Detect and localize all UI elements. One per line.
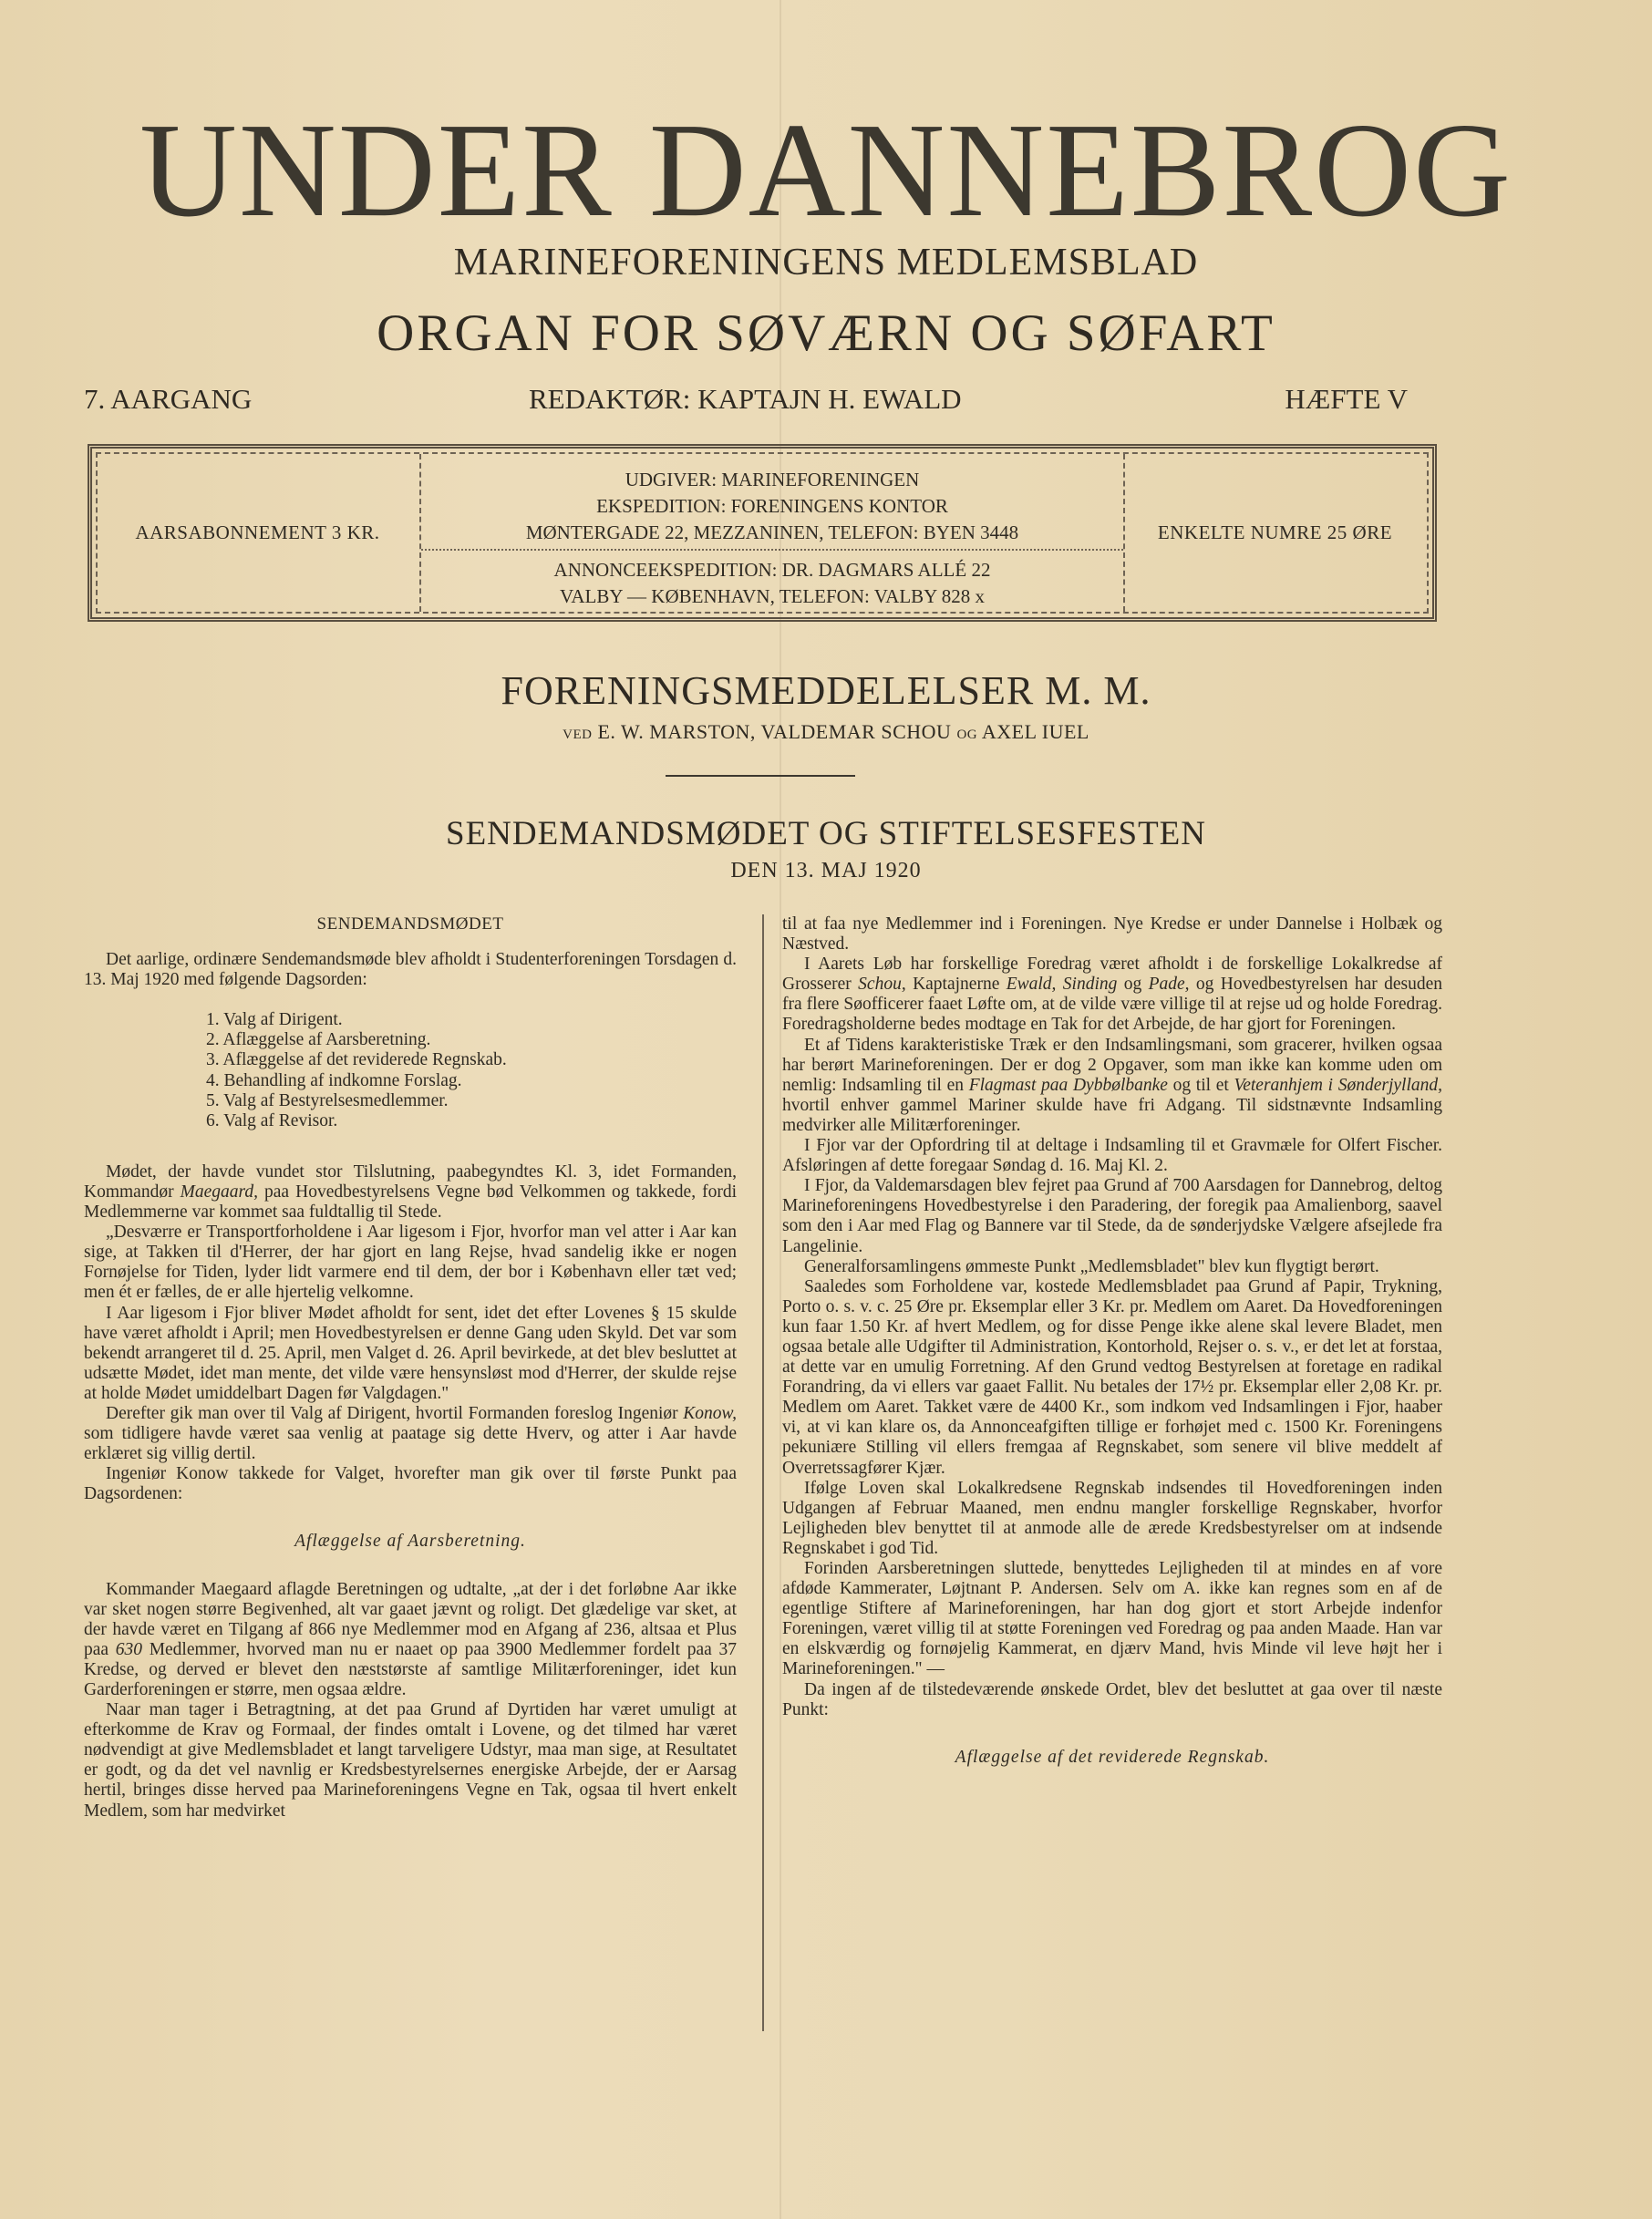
paragraph: I Aar ligesom i Fjor bliver Mødet afholdt for sent, idet det efter Lovenes § 15 skulde have været afholdt i April; men Hovedbestyrelsen er denne Gang uden Skyld. Det var som bekendt arrangeret til d. 25. April, men Valget d. 26. April bevirkede, at det blev besluttet at udsætte Mødet, idet man mente, det vilde være hensynsløst mod d'Herrer, der skulde rejse at holde Mødet umiddelbart Dagen før Valgdagen." — [84, 1303, 737, 1403]
paragraph: til at faa nye Medlemmer ind i Foreningen. Nye Kredse er under Dannelse i Holbæk og Næstved. — [782, 914, 1442, 955]
paragraph — [782, 1036, 1442, 1136]
paragraph: „Desværre er Transportforholdene i Aar ligesom i Fjor, hvorfor man vel atter i Aar kan sige, at Takken til d'Herrer, der har gjort en lang Rejse, hvad sandelig ikke er nogen Fornøjelse for Tiden, lyder lidt varmere end til dem, der bor i København eller tæt ved; men ét er fælles, de er alle hjertelig velkomne. — [84, 1223, 737, 1303]
text-run: og Hovedbestyrelsen har desuden fra flere Søofficerer faaet Løfte om, at de vilde være villige til at rejse ud og holde Foredrag. Foredragsholderne bedes modtage en Tak for det Arbejde, de har gjort for Foreningen. — [782, 975, 1442, 1035]
publisher-line: EKSPEDITION: FORENINGENS KONTOR — [596, 495, 948, 517]
paragraph: I Fjor, da Valdemarsdagen blev fejret paa Grund af 700 Aarsdagen for Dannebrog, deltog Marineforeningens Hovedbestyrelse i den Paradering, der foregik paa Amalienborg, saavel som den i Aar med Flag og Bannere var til Stede, da de sønderjydske Vælgere afsejlede fra Langelinie. — [782, 1176, 1442, 1256]
masthead-subtitle: MARINEFORENINGENS MEDLEMSBLAD — [453, 242, 1199, 284]
paragraph: Naar man tager i Betragtning, at det paa Grund af Dyrtiden har været umuligt at efterkomme de Krav og Formaal, der findes omtalt i Lovene, og det tilmed har været nødvendigt at give Medlemsbladet et langt tarveligere Udstyr, maa man sige, at Resultatet er godt, og da det vel navnlig er Kredsbestyrelsernes energiske Arbejde, der er Aarsag hertil, bringes disse herved paa Marineforeningens Vegne en Tak, ogsaa til hvert enkelt Medlem, som har medvirket — [84, 1700, 737, 1821]
agenda-item: 3. Aflæggelse af det reviderede Regnskab. — [206, 1050, 507, 1070]
paragraph: Generalforsamlingens ømmeste Punkt „Medlemsbladet" blev kun flygtigt berørt. — [804, 1256, 1379, 1276]
text-run: og — [1117, 975, 1149, 995]
agenda-item: 6. Valg af Revisor. — [206, 1110, 338, 1130]
text-run: paa Hovedbestyrelsens Vegne bød Velkommen og takkede, fordi Medlemmerne var kommet saa fuldtallig til Stede. — [84, 1182, 738, 1223]
italic-run: Flagmast paa Dybbølbanke — [968, 1075, 1168, 1095]
agenda-item: 2. Aflæggelse af Aarsberetning. — [206, 1030, 431, 1050]
text-run: Et af Tidens karakteristiske Træk er den Indsamlingsmani, som gracerer, hvilken ogsaa har berørt Marineforeningen. Der er dog 2 Opgaver, som man ikke kan komme uden om nemlig: Indsamling til en — [782, 1035, 1442, 1095]
byline-ved: VED — [563, 728, 593, 742]
left-column — [84, 914, 737, 1822]
text-run: Mødet, der havde vundet stor Tilslutning, paabegyndtes Kl. 3, idet Formanden, Kommandør — [84, 1161, 737, 1202]
byline-og: OG — [956, 728, 978, 742]
issue-label: HÆFTE V — [1285, 383, 1408, 415]
masthead-organ: ORGAN FOR SØVÆRN OG SØFART — [377, 304, 1275, 362]
article-title: SENDEMANDSMØDET OG STIFTELSESFESTEN — [446, 815, 1206, 852]
single-issue-price: ENKELTE NUMRE 25 ØRE — [1157, 521, 1393, 543]
italic-run: Ewald, Sinding — [1006, 975, 1118, 995]
divider-rule — [666, 775, 855, 777]
text-run: som tidligere havde været saa venlig at paatage sig dette Hverv, og atter i Aar havde erklæret sig villig dertil. — [84, 1424, 737, 1464]
paragraph — [84, 1162, 737, 1223]
publisher-info — [419, 454, 1125, 612]
editor-label: REDAKTØR: KAPTAJN H. EWALD — [529, 383, 962, 415]
agenda-item: 4. Behandling af indkomne Forslag. — [206, 1070, 462, 1090]
italic-run: Veteranhjem i Sønderjylland, — [1234, 1075, 1443, 1095]
section-byline — [0, 720, 1652, 744]
publisher-details — [421, 467, 1123, 546]
column-divider — [762, 914, 764, 2031]
volume-label: 7. AARGANG — [84, 383, 253, 415]
text-run: og til et — [1167, 1075, 1234, 1095]
publisher-line: MØNTERGADE 22, MEZZANINEN, TELEFON: BYEN 3448 — [525, 521, 1019, 543]
paragraph — [84, 1580, 737, 1701]
byline-names: AXEL IUEL — [981, 720, 1089, 743]
info-separator — [421, 549, 1123, 551]
section-title: FORENINGSMEDDELELSER M. M. — [501, 668, 1151, 713]
advertising-line: ANNONCEEKSPEDITION: DR. DAGMARS ALLÉ 22 — [553, 559, 991, 581]
subscription-info-box — [88, 444, 1437, 622]
paragraph: Ingeniør Konow takkede for Valget, hvorefter man gik over til første Punkt paa Dagsordenen: — [84, 1464, 737, 1504]
paragraph: Det aarlige, ordinære Sendemandsmøde blev afholdt i Studenterforeningen Torsdagen d. 13. Maj 1920 med følgende Dagsorden: — [84, 950, 737, 990]
agenda-list — [206, 1010, 737, 1131]
paragraph: Saaledes som Forholdene var, kostede Medlemsbladet paa Grund af Papir, Trykning, Porto o. s. v. c. 25 Øre pr. Eksemplar eller 3 Kr. pr. Medlem om Aaret. Da Hovedforeningen kun faar 1.50 Kr. af hvert Medlem, og for disse Penge ikke alene skal levere Bladet, men ogsaa betale alle Udgifter til Administration, Kontorhold, Rejser o. s. v., er det let at forstaa, at dette var en umulig Forretning. Af den Grund vedtog Bestyrelsen at foretage en radikal Forandring, da vi ellers var gaaet Fallit. Nu betales der 17½ pr. Eksemplar eller 2,08 Kr. pr. Medlem om Aaret. Takket være de 4400 Kr., som indkom ved Indsamlingen i Fjor, haaber vi, at vi kan klare os, da Annonceafgiften tillige er forhøjet med c. 1500 Kr. Foreningens pekuniære Stilling vil ellers fremgaa af Regnskabet, som senere vil blive meddelt af Overretssagfører Kjær. — [782, 1276, 1442, 1478]
paragraph: Ifølge Loven skal Lokalkredsene Regnskab indsendes til Hovedforeningen inden Udgangen af Februar Maaned, men endnu mangler forskellige Regnskaber, hvorfor Lejligheden blev benyttet til at anmode alle de ærede Kredsbestyrelser om at indsende Regnskabet i god Tid. — [782, 1478, 1442, 1558]
italic-subheading: Aflæggelse af Aarsberetning. — [294, 1532, 526, 1552]
column-subhead: SENDEMANDSMØDET — [316, 914, 504, 934]
italic-run: Pade, — [1148, 975, 1190, 995]
italic-run: Konow, — [683, 1403, 737, 1423]
subscription-price: AARSABONNEMENT 3 KR. — [135, 521, 380, 543]
advertising-details — [421, 557, 1123, 610]
paragraph: Da ingen af de tilstedeværende ønskede Ordet, blev det besluttet at gaa over til næste Punkt: — [782, 1679, 1442, 1719]
byline-names: E. W. MARSTON, VALDEMAR SCHOU — [597, 720, 952, 743]
info-box-inner-border — [96, 452, 1429, 614]
agenda-item: 5. Valg af Bestyrelsesmedlemmer. — [206, 1090, 449, 1110]
paragraph: Forinden Aarsberetningen sluttede, benyttedes Lejligheden til at mindes en af vore afdøde Kammerater, Løjtnant P. Andersen. Selv om A. ikke kan regnes som en af de egentlige Stiftere af Marineforeningen, har han dog gjort et stort Arbejde indenfor Foreningen, været villig til at støtte Foreningen ved Foredrag og paa anden Maade. Han var en elskværdig og fornøjelig Kammerat, en djærv Mand, hvis Minde vil leve højt her i Marineforeningen." — — [782, 1559, 1442, 1679]
italic-run: 630 — [115, 1639, 142, 1659]
italic-run: Maegaard, — [180, 1182, 258, 1202]
italic-run: Schou, — [858, 975, 906, 995]
article-date: DEN 13. MAJ 1920 — [730, 859, 922, 882]
advertising-line: VALBY — KØBENHAVN, TELEFON: VALBY 828 x — [559, 585, 986, 607]
paragraph — [84, 1404, 737, 1464]
text-run: hvortil enhver gammel Mariner skulde have fri Adgang. Til sidstnævnte Indsamling medvirker alle Militærforeninger. — [782, 1095, 1442, 1135]
text-run: Kaptajnerne — [905, 975, 1007, 995]
text-run: Derefter gik man over til Valg af Dirigent, hvortil Formanden foreslog Ingeniør — [106, 1403, 684, 1423]
right-column — [782, 914, 1442, 1795]
paragraph — [782, 955, 1442, 1035]
italic-subheading: Aflæggelse af det reviderede Regnskab. — [955, 1747, 1270, 1767]
text-run: I Aarets Løb har forskellige Foredrag været afholdt i de forskellige Lokalkredse af Grosserer — [782, 955, 1442, 995]
text-run: Medlemmer, hvorved man nu er naaet op paa 3900 Medlemmer fordelt paa 37 Kredse, og derved er blevet den næststørste af samtlige Militærforeninger, idet kun Garderforeningen er større, men ogsaa ældre. — [84, 1639, 737, 1699]
paragraph: I Fjor var der Opfordring til at deltage i Indsamling til et Gravmæle for Olfert Fischer. Afsløringen af dette foregaar Søndag d. 16. Maj Kl. 2. — [782, 1136, 1442, 1176]
masthead-title: UNDER DANNEBROG — [139, 96, 1513, 245]
publisher-line: UDGIVER: MARINEFORENINGEN — [625, 469, 920, 490]
agenda-item: 1. Valg af Dirigent. — [206, 1010, 343, 1030]
text-run: Kommander Maegaard aflagde Beretningen og udtalte, „at der i det forløbne Aar ikke var sket nogen større Begivenhed, alt var gaaet jævnt og roligt. Det glædelige var sket, at der havde været en Tilgang af 866 nye Medlemmer mod en Afgang af 236, altsaa et Plus paa — [84, 1579, 737, 1659]
